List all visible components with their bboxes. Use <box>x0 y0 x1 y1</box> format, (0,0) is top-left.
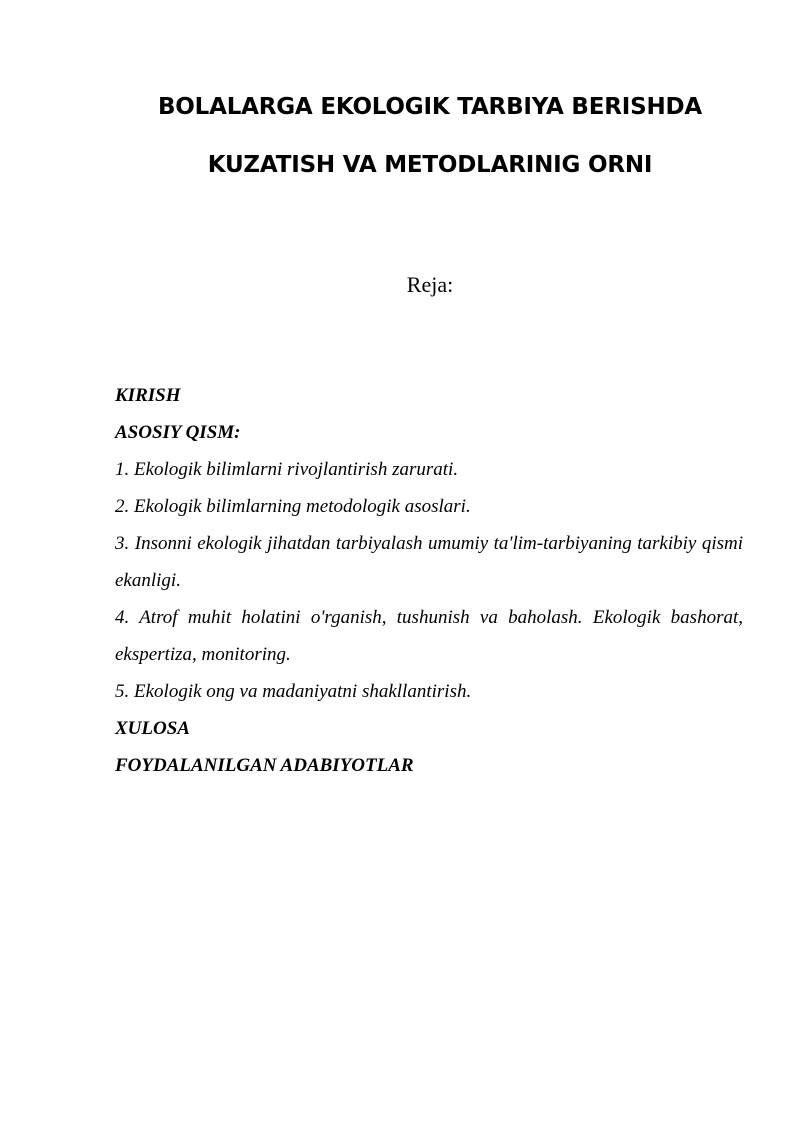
document-title <box>60 78 800 194</box>
plan-item-5: 5. Ekologik ong va madaniyatni shakllantirish. <box>115 681 472 702</box>
plan-item-conclusion: XULOSA <box>115 718 190 739</box>
plan-item-introduction: KIRISH <box>115 385 181 406</box>
plan-list <box>115 377 743 784</box>
plan-item-1: 1. Ekologik bilimlarni rivojlantirish zarurati. <box>115 459 459 480</box>
plan-item-main-part: ASOSIY QISM: <box>115 422 241 443</box>
plan-heading: Reja: <box>406 272 454 297</box>
plan-item-2: 2. Ekologik bilimlarning metodologik asoslari. <box>115 496 471 517</box>
title-line-2: KUZATISH VA METODLARINIG ORNI <box>207 152 653 178</box>
plan-item-3: 3. Insonni ekologik jihatdan tarbiyalash umumiy ta'lim-tarbiyaning tarkibiy qismi ekanligi. <box>115 533 743 591</box>
title-line-1: BOLALARGA EKOLOGIK TARBIYA BERISHDA <box>157 94 703 120</box>
plan-item-4: 4. Atrof muhit holatini o'rganish, tushunish va baholash. Ekologik bashorat, ekspertiza, monitoring. <box>115 607 743 665</box>
plan-item-references: FOYDALANILGAN ADABIYOTLAR <box>115 755 414 776</box>
